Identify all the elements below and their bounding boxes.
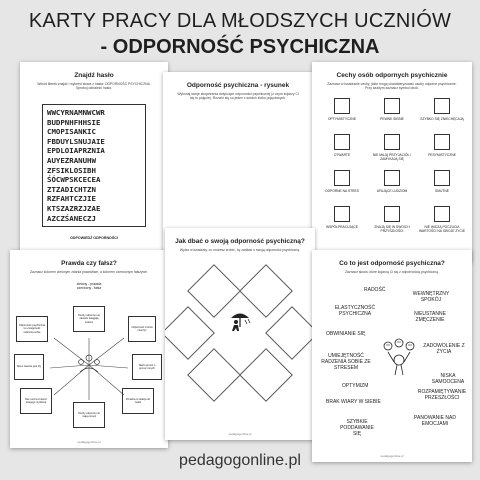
grid-row: AUYEZRANUHW [47, 155, 96, 165]
checkbox[interactable] [384, 98, 400, 114]
word-option[interactable]: NIEUSTANNE ZMĘCZENIE [414, 311, 446, 323]
worksheet-footer: pedagogonline.pl [77, 440, 101, 444]
trait-label: PEWNE SIEBIE [380, 117, 404, 121]
trait-label: NIE MAJĄ PRZYJACIÓŁ / ZAMYKAJĄ SIĘ [372, 153, 412, 161]
trait-label: WSPÓŁPRACUJĄCE [326, 225, 358, 229]
grid-row: RZFAHTCZJIE [47, 194, 96, 204]
worksheet-title: Odporność psychiczna - rysunek [186, 82, 290, 89]
worksheet-footer: pedagogonline.pl [380, 454, 404, 458]
grid-row: ŚÓCWPSKCECEA [47, 175, 101, 185]
grid-row: AZCZŚANECZJ [47, 213, 96, 223]
grid-row: ZTZADICHTZN [47, 184, 96, 194]
statement-box[interactable]: Osoby odporne nie zawsze osiągają sukces [73, 306, 105, 332]
answer-diamond[interactable] [165, 306, 215, 360]
checkbox[interactable] [334, 206, 350, 222]
worksheet-intro: Wpisz w kwadraty, co możesz zrobić, by zadbać o swoją odporność psychiczną. [179, 248, 301, 252]
word-option[interactable]: RADOŚĆ [364, 287, 386, 293]
statement-box[interactable]: Stres zawsze jest zły [14, 354, 44, 380]
statement-box[interactable]: Porażka to okazja do nauki [122, 388, 154, 414]
worksheet-care[interactable] [165, 228, 315, 440]
trait-item[interactable] [317, 170, 367, 197]
checkbox[interactable] [384, 134, 400, 150]
trait-label: UFAJĄCE LUDZIOM [376, 189, 408, 193]
checkbox[interactable] [434, 170, 450, 186]
word-option[interactable]: PANOWANIE NAD EMOCJAMI [414, 415, 456, 427]
grid-row: KTSZAZRZJZAE [47, 203, 101, 213]
worksheet-true-false[interactable] [10, 250, 168, 448]
grid-row: CMOPISANKIC [47, 127, 96, 137]
worksheet-intro: Zaznacz w kwadracie cechy, jakie mogą charakteryzować osoby odporne psychicznie. Przy każdym zaznacz symbol obok. [327, 82, 457, 91]
checkbox[interactable] [384, 206, 400, 222]
word-option[interactable]: UMIEJĘTNOŚĆ RADZENIA SOBIE ZE STRESEM [321, 353, 371, 371]
trait-label: ODPORNE NA STRES [325, 189, 359, 193]
grid-row: ZFSIKLOSIBH [47, 165, 96, 175]
page-title-line1: KARTY PRACY DLA MŁODSZYCH UCZNIÓW [28, 10, 452, 32]
checkbox[interactable] [384, 170, 400, 186]
trait-label: OPTYMISTYCZNE [327, 117, 357, 121]
trait-item[interactable] [317, 134, 367, 161]
statement-box[interactable]: Osoby odporne nie mają emocji [73, 402, 105, 428]
word-option[interactable]: SZYBKIE PODDAWANIE SIĘ [340, 419, 374, 437]
grid-row: WWCYRNAMNWCWR [47, 108, 105, 117]
trait-label: PESYMISTYCZNE [428, 153, 456, 157]
word-option[interactable]: BRAK WIARY W SIEBIE [326, 399, 381, 405]
trait-item[interactable] [367, 170, 417, 197]
trait-item[interactable] [367, 134, 417, 161]
word-option[interactable]: OBWINIANIE SIĘ [326, 331, 366, 337]
word-option[interactable]: OPTYMIZM [342, 383, 369, 389]
checkbox[interactable] [334, 134, 350, 150]
grid-row: BUDPNHFHHSIE [47, 117, 101, 127]
worksheet-title: Cechy osób odpornych psychicznie [336, 72, 448, 79]
trait-label: OTWARTE [333, 153, 351, 157]
answer-diamond[interactable] [265, 306, 315, 360]
trait-label: ZNAJĄ SIĘ W SWOICH PRZYSZŁOŚCI [374, 225, 410, 233]
answer-label: ODPOWIEDŹ ODPORNOŚCI [70, 236, 118, 240]
trait-item[interactable] [367, 206, 417, 233]
trait-item[interactable] [317, 98, 367, 125]
grid-row: EPDLOIAPRZNIA [47, 146, 105, 156]
trait-label: SZYBKO SIĘ ZNIECHĘCAJĄ [420, 117, 464, 121]
worksheet-word-search[interactable] [20, 62, 168, 254]
trait-label: NIE WIDZĄ POCZUCIA WARTOŚCI NA SWOJE ŻYCIE [418, 225, 466, 233]
trait-item[interactable] [367, 98, 417, 125]
juggling-figure-icon [380, 338, 418, 378]
worksheet-intro: Wśród literek znajdź i wykreśl słowa z hasła: ODPORNOŚĆ PSYCHICZNA. Spróbuj odnaleźć hasło. [37, 82, 151, 91]
statement-box[interactable]: Nie można zmienić swojego myślenia [20, 388, 52, 414]
worksheet-title: Jak dbać o swoją odporność psychiczną? [175, 238, 305, 245]
trait-item[interactable] [417, 98, 467, 125]
worksheet-footer: pedagogonline.pl [228, 432, 252, 436]
worksheet-intro: Wykonaj swoje skojarzenia dotyczące odporności psychicznej (z czym kojarzy Ci się to pojęcie). Rozwiń się co jeden z swoich łóżko pojęciowych. [177, 92, 299, 101]
word-search-grid [42, 104, 146, 227]
checkbox[interactable] [434, 134, 450, 150]
trait-item[interactable] [417, 170, 467, 197]
trait-item[interactable] [417, 134, 467, 161]
checkbox[interactable] [334, 98, 350, 114]
grid-row: FBDUYLSNUJAIE [47, 136, 105, 146]
word-option[interactable]: ZADOWOLENIE Z ŻYCIA [423, 343, 465, 355]
word-option[interactable]: ROZPAMIĘTYWANIE PRZESZŁOŚCI [417, 389, 467, 401]
worksheet-title: Znajdź hasło [74, 72, 114, 79]
trait-label: SMUTNE [435, 189, 449, 193]
trait-item[interactable] [417, 206, 467, 233]
worksheet-intro: Zaznacz kolorem zielonym zdania prawdziwe, a kolorem czerwonym fałszywe. [30, 270, 148, 274]
answer-diamond[interactable] [239, 348, 293, 402]
traits-grid [317, 98, 467, 233]
trait-item[interactable] [317, 206, 367, 233]
answer-diamond[interactable] [187, 348, 241, 402]
umbrella-person-icon [227, 308, 253, 334]
statement-box[interactable]: Odporność psychiczna to umiejętność radzenia sobie [16, 316, 48, 342]
legend: zielony - prawda czerwony - fałsz [76, 282, 102, 291]
statement-box[interactable]: Warto prosić o pomoc innych [132, 354, 162, 380]
word-option[interactable]: NISKA SAMOOCENA [431, 373, 465, 385]
page-title-line2: - ODPORNOŚĆ PSYCHICZNA [100, 36, 380, 58]
worksheet-traits[interactable] [312, 62, 472, 262]
checkbox[interactable] [334, 170, 350, 186]
statement-box[interactable]: Odporność można ćwiczyć [128, 316, 156, 342]
worksheet-title: Prawda czy fałsz? [61, 260, 117, 267]
footer-site[interactable]: pedagogonline.pl [179, 452, 301, 469]
worksheet-what-is[interactable] [312, 250, 472, 462]
checkbox[interactable] [434, 206, 450, 222]
word-option[interactable]: ELASTYCZNOŚĆ PSYCHICZNA [334, 305, 376, 317]
worksheet-title: Co to jest odporność psychiczna? [339, 260, 445, 267]
worksheet-intro: Zaznacz słowa, które kojarzą Ci się z odpornością psychiczną. [345, 270, 439, 274]
checkbox[interactable] [434, 98, 450, 114]
word-option[interactable]: WEWNĘTRZNY SPOKÓJ [412, 291, 450, 303]
